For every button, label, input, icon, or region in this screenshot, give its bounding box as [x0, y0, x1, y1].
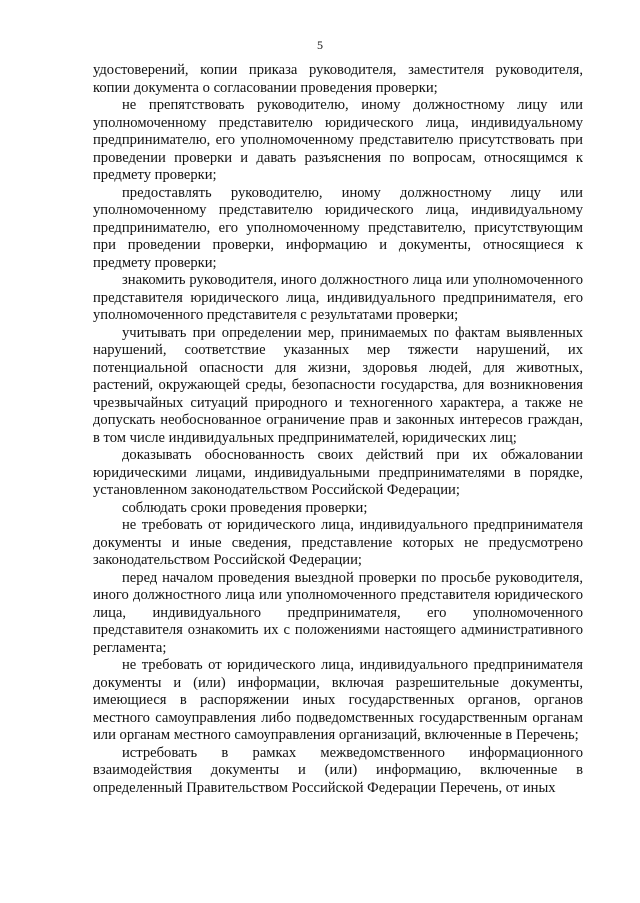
paragraph-observe-deadlines: соблюдать сроки проведения проверки;	[122, 499, 368, 516]
paragraph-consider-measures: учитывать при определении мер, принимаемых по фактам выявленных нарушений, соответствие указанных мер тяжести нарушений, их потенциальной опасности для жизни, здоровья людей, для животных, растений, окружающей среды, безопасности государства, для возникновения чрезвычайных ситуаций природного и техногенного характера, а также не допускать необоснованное ограничение прав и законных интересов граждан, в том числе индивидуальных предпринимателей, юридических лиц;	[93, 324, 583, 446]
paragraph-not-require-permits: не требовать от юридического лица, индивидуального предпринимателя документы и (или) информации, включая разрешительные документы, имеющиеся в распоряжении иных государственных органов, органов местного самоуправления либо подведомственных государственным органам или органам местного самоуправления организаций, включенные в Перечень;	[93, 657, 583, 743]
page-number: 5	[317, 38, 323, 52]
paragraph-provide-info: предоставлять руководителю, иному должностному лицу или уполномоченному представителю юридического лица, индивидуальному предпринимателю, его уполномоченному представителю, присутствующим при проведении проверки, информацию и документы, относящиеся к предмету проверки;	[93, 184, 583, 271]
paragraph-continuation: удостоверений, копии приказа руководителя, заместителя руководителя, копии документа о согласовании проведения проверки;	[93, 62, 583, 96]
paragraph-acquaint-results: знакомить руководителя, иного должностного лица или уполномоченного представителя юридического лица, индивидуального предпринимателя, его уполномоченного представителя с результатами проверки;	[93, 272, 583, 323]
paragraph-not-obstruct: не препятствовать руководителю, иному должностному лицу или уполномоченному представителю юридического лица, индивидуальному предпринимателю, его уполномоченному представителю присутствовать при проведении проверки и давать разъяснения по вопросам, относящимся к предмету проверки;	[93, 97, 583, 183]
paragraph-prove-validity: доказывать обоснованность своих действий при их обжаловании юридическими лицами, индивидуальными предпринимателями в порядке, установленном законодательством Российской Федерации;	[93, 447, 583, 498]
paragraph-request-interagency: истребовать в рамках межведомственного информационного взаимодействия документы и (или) информацию, включенные в определенный Правительством Российской Федерации Перечень, от иных	[93, 744, 583, 796]
document-body	[93, 62, 583, 797]
paragraph-familiarize-regulation: перед началом проведения выездной проверки по просьбе руководителя, иного должностного лица или уполномоченного представителя юридического лица, индивидуального предпринимателя, его уполномоченного представителя ознакомить их с положениями настоящего административного регламента;	[93, 569, 583, 656]
paragraph-not-require-documents: не требовать от юридического лица, индивидуального предпринимателя документы и иные сведения, представление которых не предусмотрено законодательством Российской Федерации;	[93, 517, 583, 568]
